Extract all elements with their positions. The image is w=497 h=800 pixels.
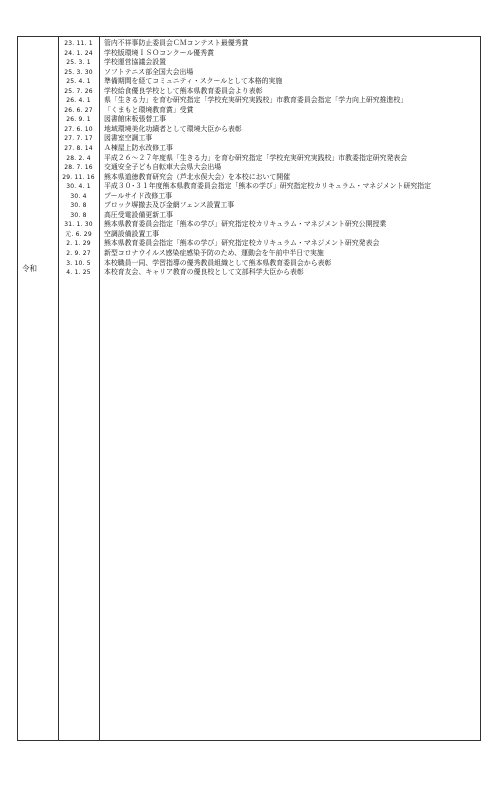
table-row [18, 268, 480, 278]
table-row [18, 115, 480, 125]
table-row [18, 220, 480, 230]
row-date: 25. 3. 30 [64, 68, 93, 76]
row-date: 4. 1. 25 [66, 269, 91, 277]
row-date: 2. 1. 29 [66, 240, 91, 248]
row-date: 30. 8 [70, 202, 87, 210]
table-row [18, 211, 480, 221]
row-event: 学校運営協議会設置 [104, 58, 167, 67]
row-event: 熊本県教育委員会指定「熊本の学び」研究指定校カリキュラム・マネジメント研究公開授業 [104, 220, 387, 229]
row-event: 新型コロナウイルス感染症感染予防のため、運動会を午前中半日で実施 [104, 249, 324, 258]
table-row [18, 154, 480, 164]
row-event: 図書館床板張替工事 [104, 115, 167, 124]
row-date: 27. 6. 10 [64, 125, 93, 133]
table-row [18, 239, 480, 249]
row-event: 熊本県道徳教育研究会（芦北水俣大会）を本校において開催 [104, 172, 291, 181]
row-event: ソフトテニス部全国大会出場 [104, 67, 194, 76]
table-row [18, 249, 480, 259]
row-date: 25. 7. 26 [64, 87, 93, 95]
row-date: 27. 7. 17 [64, 135, 93, 143]
row-event: 平成３０･３１年度熊本県教育委員会指定「熊本の学び」研究指定校カリキュラム・マネジメント研究指定 [104, 182, 432, 191]
row-event: Ａ棟屋上防水改修工事 [104, 144, 173, 153]
row-date: 26. 9. 1 [66, 116, 91, 124]
row-date: 26. 6. 27 [64, 106, 93, 114]
table-row [18, 163, 480, 173]
table-row [18, 87, 480, 97]
row-event: 管内不祥事防止委員会ＣＭコンテスト最優秀賞 [104, 39, 249, 47]
row-date: 31. 1. 30 [64, 221, 93, 229]
row-date: 3. 10. 5 [66, 259, 91, 267]
table-row [18, 49, 480, 59]
row-date: 30. 4. 1 [66, 183, 91, 191]
row-event: 空調設備設置工事 [104, 229, 160, 238]
row-date: 30. 4 [70, 192, 87, 200]
row-date: 2. 9. 27 [66, 250, 91, 258]
row-event: 「くまもと環境教育賞」受賞 [104, 105, 194, 114]
table-row [18, 259, 480, 269]
row-date: 23. 11. 1 [64, 40, 93, 47]
row-event: ブロック塀撤去及び金網フェンス設置工事 [104, 201, 235, 210]
row-event: 地域環境美化功績者として環境大臣から表彰 [104, 124, 242, 133]
table-row [18, 230, 480, 240]
table-row [18, 134, 480, 144]
row-event: 平成２６〜２７年度県「生きる力」を育む研究指定「学校充実研究実践校」市教委指定研究発表会 [104, 153, 408, 162]
row-date: 28. 7. 16 [64, 164, 93, 172]
era-label: 令和 [22, 264, 37, 273]
table-row [18, 58, 480, 68]
row-event: 本校育友会、キャリア教育の優良校として文部科学大臣から表彰 [104, 268, 304, 277]
table-row [18, 106, 480, 116]
row-event: 図書室空調工事 [104, 134, 153, 143]
row-event: 熊本県教育委員会指定「熊本の学び」研究指定校カリキュラム・マネジメント研究発表会 [104, 239, 380, 248]
history-rows [18, 39, 480, 278]
table-row [18, 68, 480, 78]
table-row [18, 201, 480, 211]
row-date: 24. 1. 24 [64, 49, 93, 57]
table-row [18, 144, 480, 154]
row-event: 交通安全子ども自転車大会県大会出場 [104, 163, 222, 172]
table-row [18, 173, 480, 183]
row-date: 29. 11. 16 [62, 173, 95, 181]
row-date: 30. 8 [70, 211, 87, 219]
row-date: 25. 3. 1 [66, 59, 91, 67]
row-event: 学校版環境ＩＳＯコンクール優秀賞 [104, 48, 214, 57]
row-event: 本校職員一同、学習指導の優秀教員組織として熊本県教育委員会から表彰 [104, 258, 332, 267]
row-event: プールサイド改修工事 [104, 191, 173, 200]
table-row [18, 77, 480, 87]
row-date: 26. 4. 1 [66, 97, 91, 105]
row-event: 高圧受電設備更新工事 [104, 210, 173, 219]
row-date: 元. 6. 29 [65, 230, 92, 238]
table-row [18, 182, 480, 192]
row-event: 準備期間を経てコミュニティ・スクールとして本格的実施 [104, 77, 283, 86]
history-table [17, 36, 481, 741]
row-event: 県「生きる力」を育む研究指定「学校充実研究実践校」市教育委員会指定「学力向上研究推進校」 [104, 96, 408, 105]
table-row [18, 192, 480, 202]
row-event: 学校給食優良学校として熊本県教育委員会より表彰 [104, 86, 263, 95]
table-row [18, 125, 480, 135]
row-date: 27. 8. 14 [64, 145, 93, 153]
row-date: 25. 4. 1 [66, 78, 91, 86]
table-row [18, 39, 480, 49]
table-row [18, 96, 480, 106]
row-date: 28. 2. 4 [66, 154, 91, 162]
